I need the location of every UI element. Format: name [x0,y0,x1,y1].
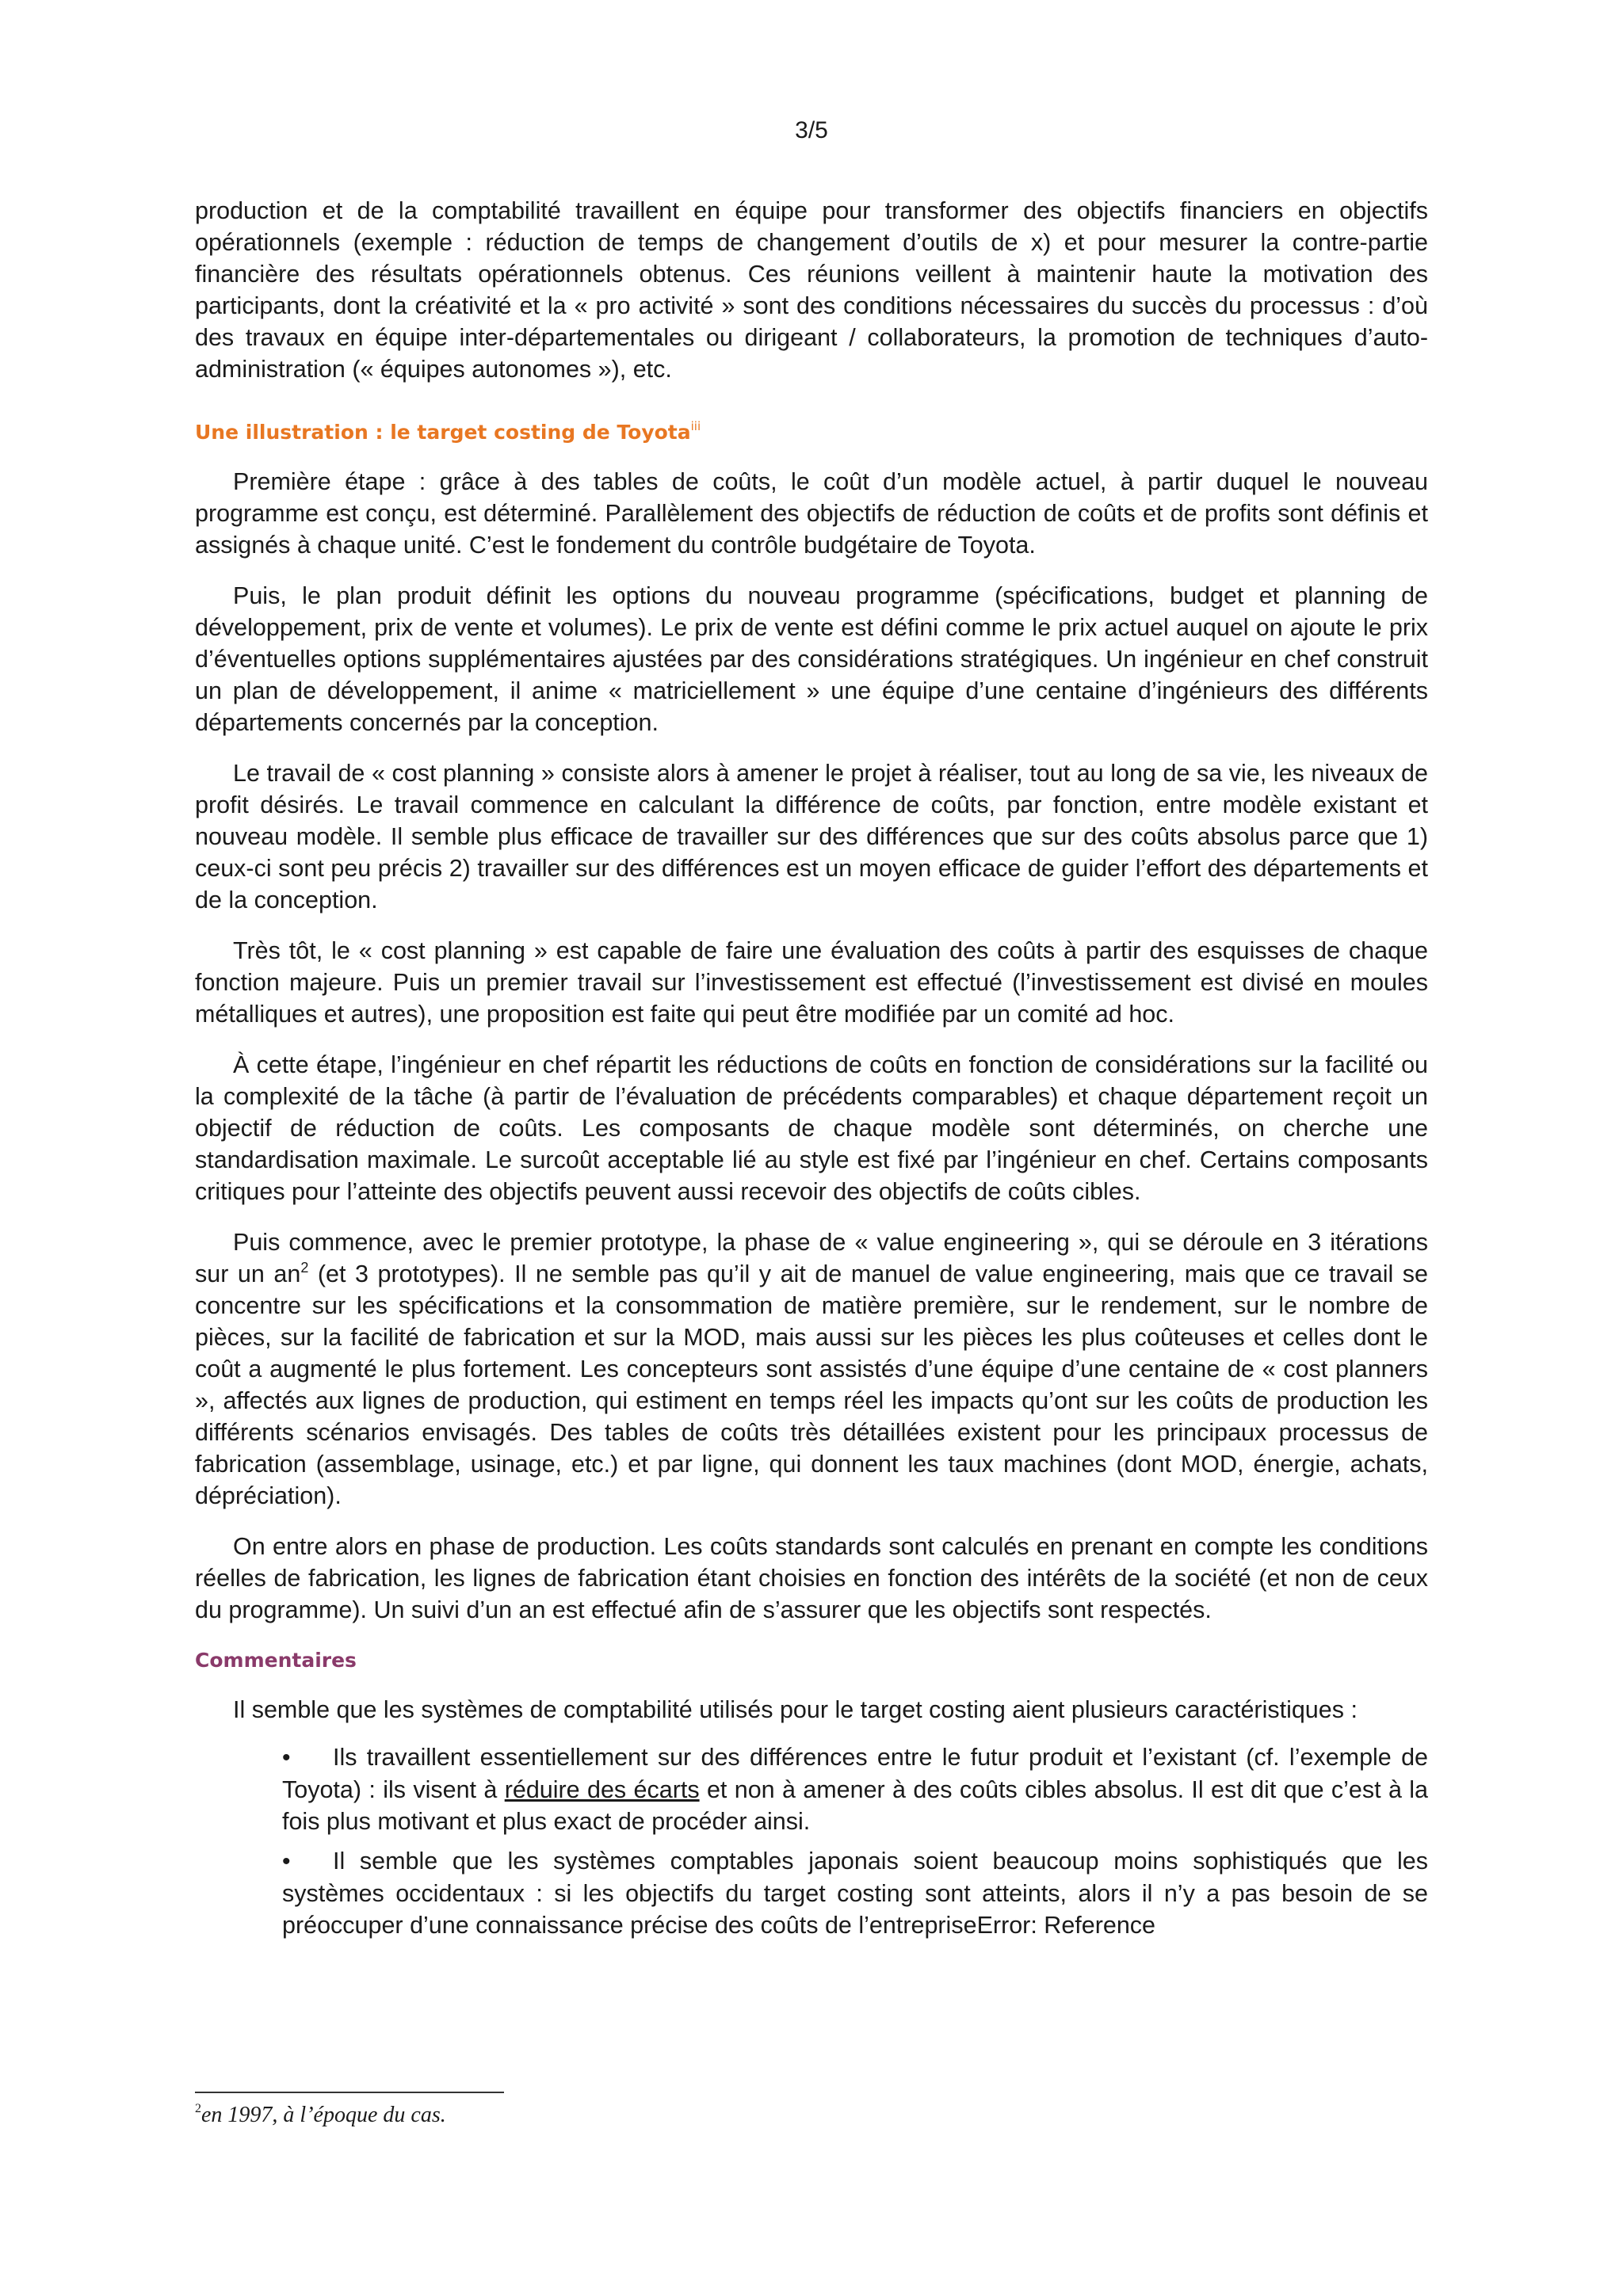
footnote-text: en 1997, à l’époque du cas. [201,2103,446,2127]
endnote-marker: iii [690,419,701,433]
paragraph-value-engineering [195,1226,1428,1512]
value-engineering-text-b: (et 3 prototypes). Il ne semble pas qu’il y ait de manuel de value engineering, mais que ce travail se concentre sur les spécifications et la consommation de matière première, sur le rendement, sur le nombre de pièces, sur la facilité de fabrication et sur la MOD, mais aussi sur les pièces les plus coûteuses et celles dont le coût a augmenté le plus fortement. Les concepteurs sont assistés d’une équipe d’une centaine de « cost planners », affectés aux lignes de production, qui estiment en temps réel les impacts qu’ont sur les coûts de production les différents scénarios envisagés. Des tables de coûts très détaillées existent pour les principaux processus de fabrication (assemblage, usinage, etc.) et par ligne, qui donnent les taux machines (dont MOD, énergie, achats, dépréciation). [195,1261,1429,1509]
paragraph-cost-planning: Le travail de « cost planning » consiste alors à amener le projet à réaliser, tout au long de sa vie, les niveaux de profit désirés. Le travail commence en calculant la différence de coûts, par fonction, entre modèle existant et nouveau modèle. Il semble plus efficace de travailler sur des différences que sur des coûts absolus parce que 1) ceux-ci sont peu précis 2) travailler sur des différences est un moyen efficace de guider l’effort des départements et de la conception. [195,760,1428,913]
value-engineering-text-a: Puis commence, avec le premier prototype, la phase de « value engineering », qui se déroule en 3 itérations sur un an [195,1229,1428,1287]
paragraph-product-plan: Puis, le plan produit définit les options du nouveau programme (spécifications, budget et planning de développement, prix de vente et volumes). Le prix de vente est défini comme le prix actuel auquel on ajoute le prix d’éventuelles options supplémentaires ajustées par des considérations stratégiques. Un ingénieur en chef construit un plan de développement, il anime « matriciellement » une équipe d’une centaine d’ingénieurs des différents départements concernés par la conception. [195,582,1428,736]
bullet-text-a: Ils travaillent essentiellement sur des différences entre le futur produit et l’existant (cf. l’exemple de Toyota) : ils visent à [282,1744,1428,1803]
section-heading-commentaires: Commentaires [195,1649,357,1672]
footnote-marker: 2 [300,1260,309,1276]
footnote-divider [195,2092,504,2093]
bullet-text: Il semble que les systèmes comptables japonais soient beaucoup moins sophistiqués que les systèmes occidentaux : si les objectifs du target costing sont atteints, alors il n’y a pas besoin de se préoccuper d’une connaissance précise des coûts de l’entreprise [282,1848,1428,1939]
paragraph-production: On entre alors en phase de production. Les coûts standards sont calculés en prenant en compte les conditions réelles de fabrication, les lignes de fabrication étant choisies en fonction des intérêts de la société (et non de ceux du programme). Un suivi d’un an est effectué afin de s’assurer que les objectifs sont respectés. [195,1533,1428,1623]
paragraph-comments-intro: Il semble que les systèmes de comptabilité utilisés pour le target costing aient plusieurs caractéristiques : [233,1696,1358,1723]
section-heading-toyota [195,418,1428,447]
bullet-icon: • [282,1848,291,1875]
bullet-item-differences [195,1741,1428,1837]
underlined-text: réduire des écarts [504,1776,700,1803]
page-content [195,195,1428,1949]
bullet-icon: • [282,1745,291,1771]
paragraph-early-evaluation: Très tôt, le « cost planning » est capable de faire une évaluation des coûts à partir des esquisses de chaque fonction majeure. Puis un premier travail sur l’investissement est effectué (l’investissement est divisé en moules métalliques et autres), une proposition est faite qui peut être modifiée par un comité ad hoc. [195,937,1428,1028]
bullet-item-japanese-systems [195,1845,1428,1941]
bullet-text-b: et non à amener à des coûts cibles absolus. Il est dit que c’est à la fois plus motivant et plus exact de procéder ainsi. [282,1776,1428,1835]
footnote-number: 2 [195,2102,201,2115]
section-heading-text: Une illustration : le target costing de Toyota [195,421,691,444]
paragraph-step-one: Première étape : grâce à des tables de coûts, le coût d’un modèle actuel, à partir duquel le nouveau programme est conçu, est déterminé. Parallèlement des objectifs de réduction de coûts et de profits sont définis et assignés à chaque unité. C’est le fondement du contrôle budgétaire de Toyota. [195,468,1428,559]
intro-paragraph: production et de la comptabilité travaillent en équipe pour transformer des objectifs financiers en objectifs opérationnels (exemple : réduction de temps de changement d’outils de x) et pour mesurer la contre-partie financière des résultats opérationnels obtenus. Ces réunions veillent à maintenir haute la motivation des participants, dont la créativité et la « pro activité » sont des conditions nécessaires du succès du processus : d’où des travaux en équipe inter-départementales ou dirigeant / collaborateurs, la promotion de techniques d’auto-administration (« équipes autonomes »), etc. [195,197,1428,383]
paragraph-chief-engineer: À cette étape, l’ingénieur en chef répartit les réductions de coûts en fonction de considérations sur la facilité ou la complexité de la tâche (à partir de l’évaluation de précédents comparables) et chaque département reçoit un objectif de réduction de coûts. Les composants de chaque modèle sont déterminés, on cherche une standardisation maximale. Le surcoût acceptable lié au style est fixé par l’ingénieur en chef. Certains composants critiques pour l’atteinte des objectifs peuvent aussi recevoir des objectifs de coûts cibles. [195,1051,1428,1205]
footnote [195,2101,987,2130]
reference-error-text: Error: Reference [976,1912,1156,1939]
page-number: 3/5 [795,117,828,143]
